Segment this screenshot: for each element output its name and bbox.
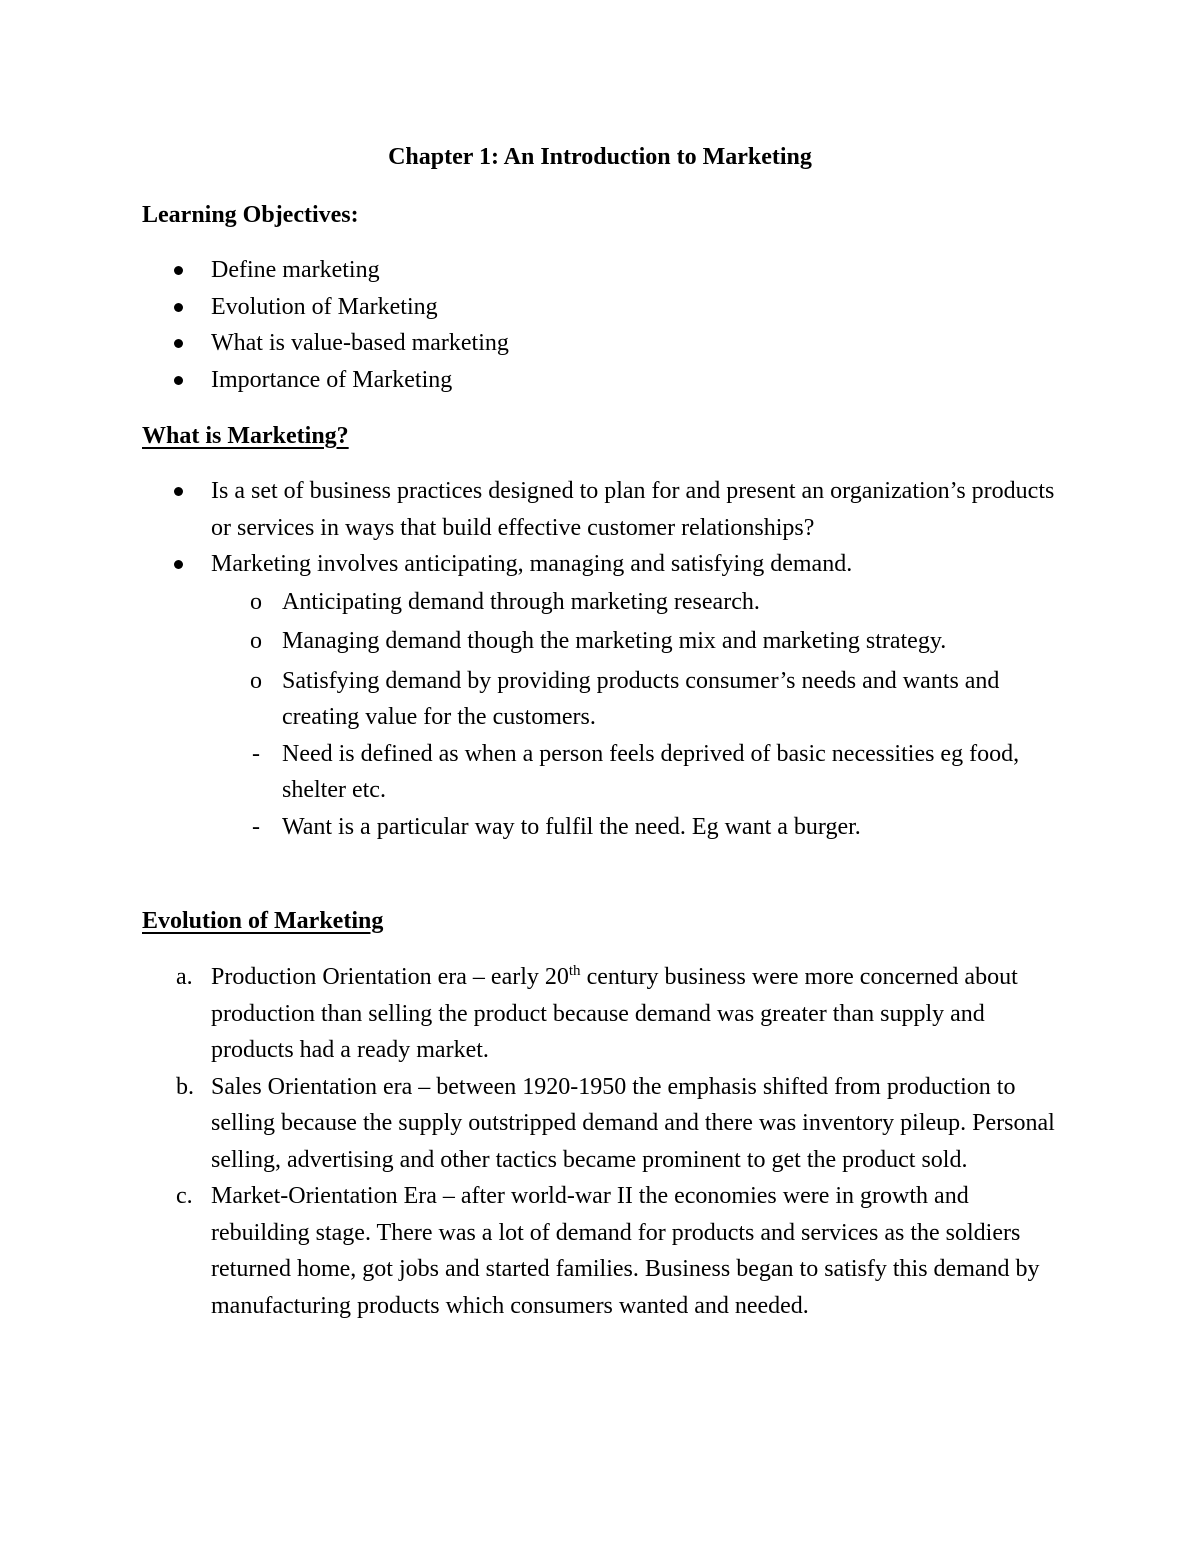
bullet-icon bbox=[174, 487, 183, 496]
bullet-icon bbox=[174, 376, 183, 385]
what-is-marketing-list bbox=[142, 473, 1072, 845]
list-item: What is value-based marketing bbox=[142, 325, 1082, 362]
evolution-list bbox=[142, 959, 1072, 1324]
bullet-icon bbox=[174, 303, 183, 312]
list-item: a. Production Orientation era – early 20th century business were more concerned about production than selling the product because demand was greater than supply and products had a ready market. bbox=[176, 963, 1018, 1063]
sub-list-item: - Want is a particular way to fulfil the need. Eg want a burger. bbox=[142, 809, 1072, 846]
dash-bullet-icon: - bbox=[252, 740, 260, 767]
list-item: Evolution of Marketing bbox=[142, 289, 1082, 326]
list-item: c. Market-Orientation Era – after world-war II the economies were in growth and rebuilding stage. There was a lot of demand for products and services as the soldiers returned home, got jobs and started families. Business began to satisfy this demand by manufacturing products which consumers wanted and needed. bbox=[176, 1183, 1040, 1319]
page-title: Chapter 1: An Introduction to Marketing bbox=[388, 144, 812, 170]
bullet-icon bbox=[174, 266, 183, 275]
circle-bullet-icon: o bbox=[250, 667, 262, 694]
evolution-of-marketing-heading: Evolution of Marketing bbox=[142, 908, 384, 934]
sub-list-item: o Anticipating demand through marketing research. bbox=[142, 584, 1072, 621]
list-item: Marketing involves anticipating, managing and satisfying demand. bbox=[142, 546, 1072, 583]
sub-list-item: o Managing demand though the marketing mix and marketing strategy. bbox=[142, 623, 1072, 660]
learning-objectives-heading: Learning Objectives: bbox=[142, 202, 359, 228]
bullet-icon bbox=[174, 560, 183, 569]
list-item: Importance of Marketing bbox=[142, 362, 1082, 399]
circle-bullet-icon: o bbox=[250, 588, 262, 615]
bullet-icon bbox=[174, 339, 183, 348]
list-item: b. Sales Orientation era – between 1920-1950 the emphasis shifted from production to selling because the supply outstripped demand and there was inventory pileup. Personal selling, advertising and other tactics became prominent to get the product sold. bbox=[176, 1073, 1055, 1173]
circle-bullet-icon: o bbox=[250, 628, 262, 654]
learning-objectives-list bbox=[142, 252, 1082, 398]
sub-list-item: - Need is defined as when a person feels deprived of basic necessities eg food, shelter etc. bbox=[142, 736, 1072, 809]
list-item: Define marketing bbox=[142, 252, 1082, 289]
sub-list-item: o Satisfying demand by providing products consumer’s needs and wants and creating value for the customers. bbox=[142, 663, 1072, 736]
dash-bullet-icon: - bbox=[252, 813, 260, 840]
list-item: Is a set of business practices designed to plan for and present an organization’s products or services in ways that build effective customer relationships? bbox=[142, 473, 1072, 546]
what-is-marketing-heading: What is Marketing? bbox=[142, 423, 349, 449]
